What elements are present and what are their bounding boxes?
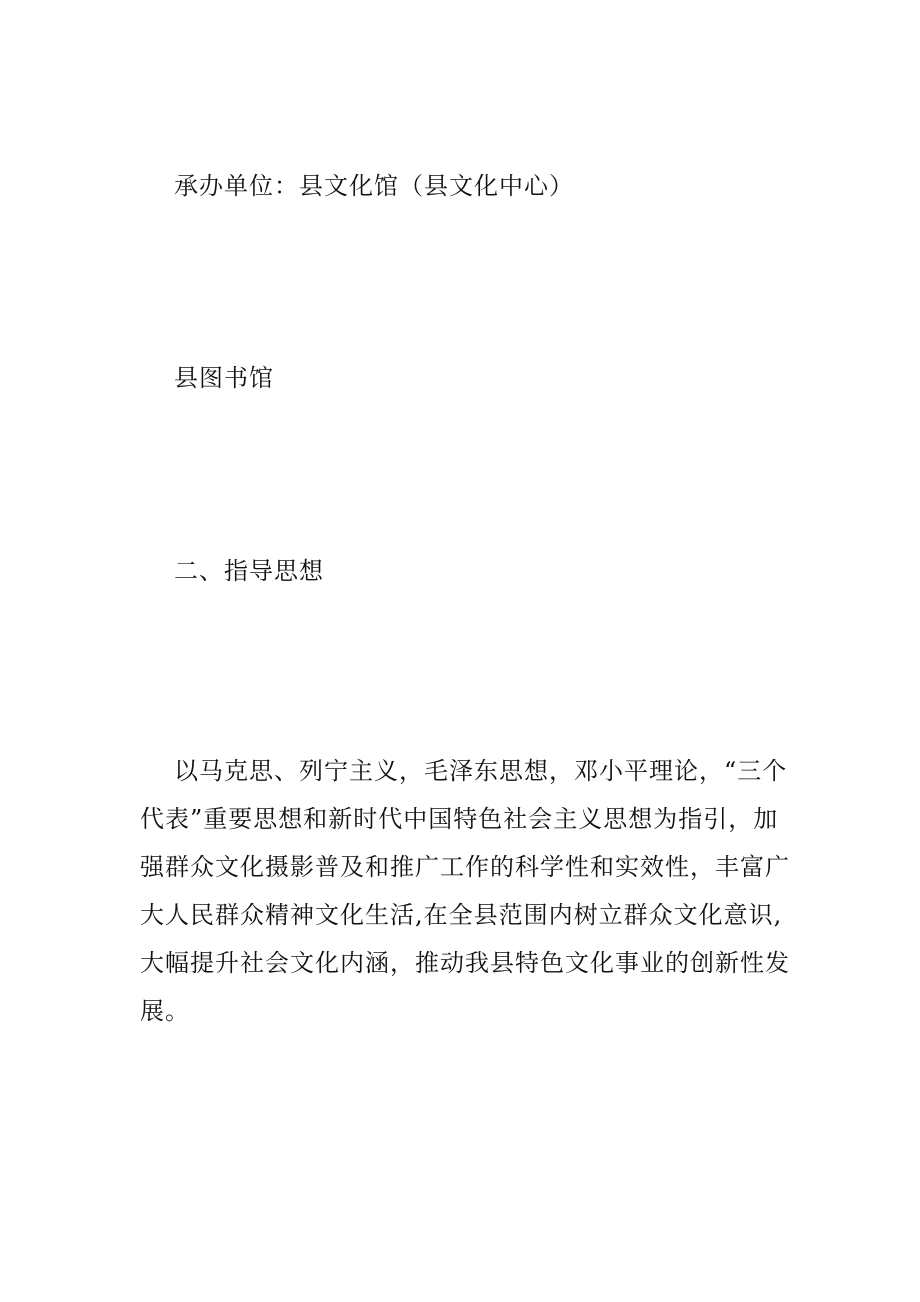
library-line: 县图书馆: [174, 364, 274, 392]
guiding-thought-paragraph: [140, 747, 790, 1035]
paragraph-line: 大人民群众精神文化生活,在全县范围内树立群众文化意识,: [140, 901, 783, 929]
organizer-line: 承办单位：县文化馆（县文化中心）: [174, 172, 574, 200]
paragraph-line: 展。: [140, 997, 190, 1025]
paragraph-line: 强群众文化摄影普及和推广工作的科学性和实效性，丰富广: [140, 853, 790, 881]
paragraph-line: 代表”重要思想和新时代中国特色社会主义思想为指引，加: [140, 805, 779, 833]
paragraph-line: 大幅提升社会文化内涵，推动我县特色文化事业的创新性发: [140, 949, 790, 977]
section-heading: 二、指导思想: [174, 557, 324, 585]
paragraph-line: 以马克思、列宁主义，毛泽东思想，邓小平理论，“三个: [174, 757, 788, 785]
